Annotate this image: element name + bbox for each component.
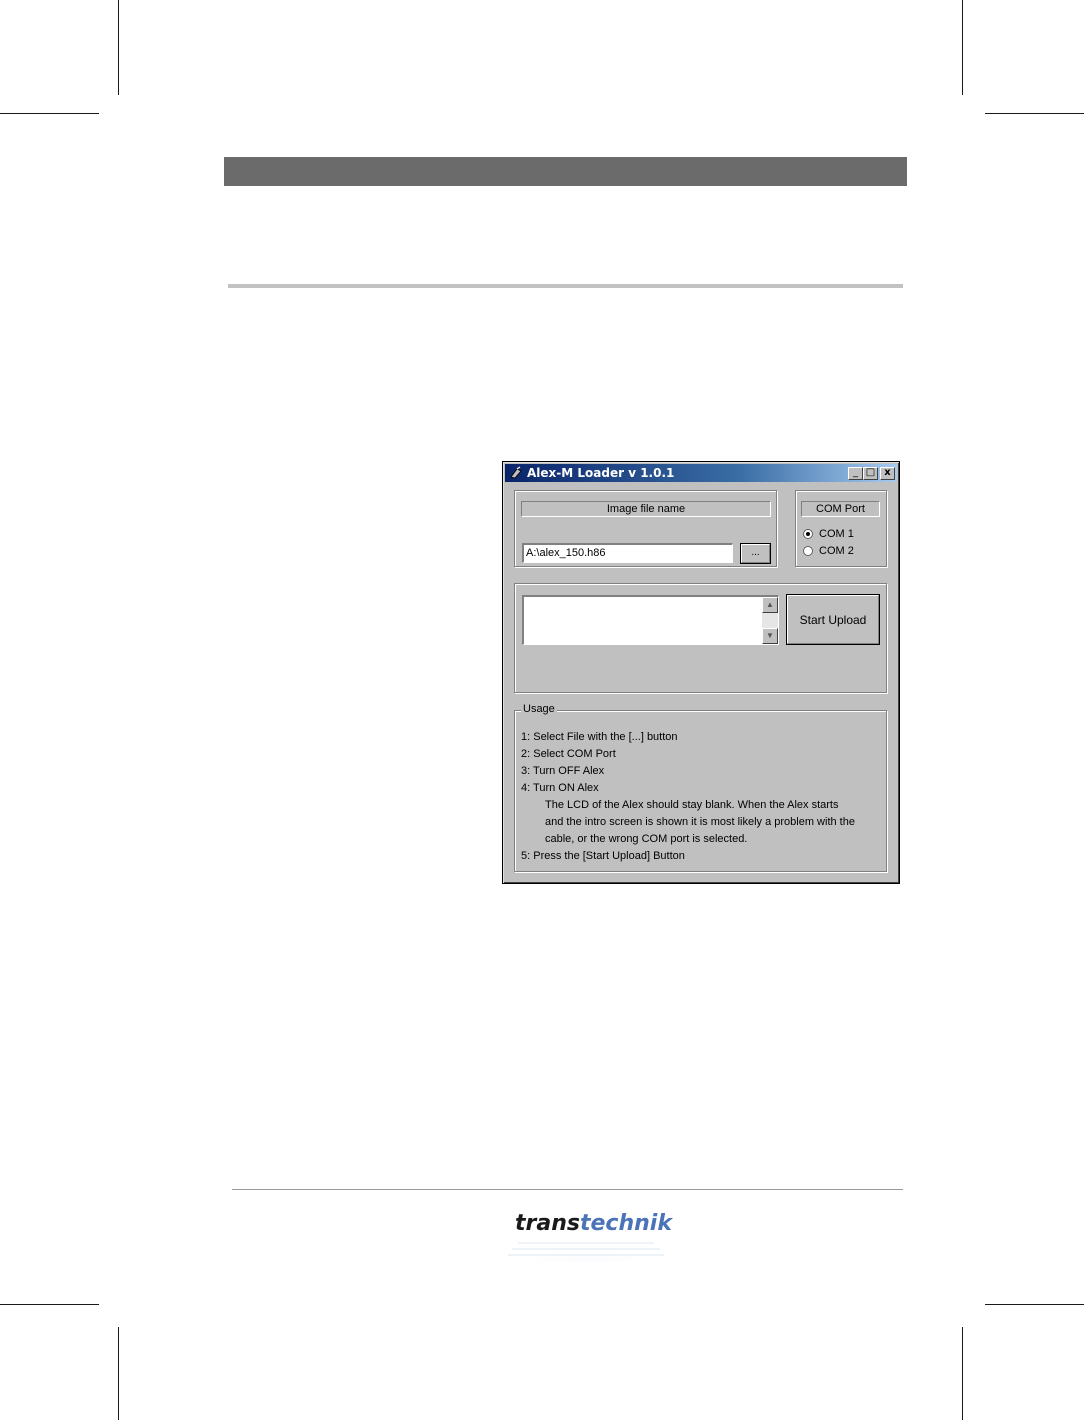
crop-mark: [985, 113, 1084, 114]
usage-line: 3: Turn OFF Alex: [521, 765, 605, 777]
app-icon: [509, 466, 523, 480]
usage-line: 1: Select File with the [...] button: [521, 731, 678, 743]
com-port-panel: [795, 490, 887, 567]
window-title: Alex-M Loader v 1.0.1: [527, 466, 675, 480]
crop-mark: [118, 0, 119, 95]
com2-label: COM 2: [819, 545, 854, 557]
header-bar: [224, 157, 907, 186]
usage-list: [521, 729, 855, 865]
radio-selected-icon: [803, 529, 813, 539]
log-scrollbar[interactable]: [762, 597, 778, 644]
crop-mark: [0, 1304, 99, 1305]
logo-trans: trans: [515, 1211, 580, 1236]
upload-panel: [514, 583, 887, 693]
footer-divider: [232, 1189, 903, 1190]
logo-technik: technik: [579, 1211, 672, 1236]
radio-unselected-icon: [803, 546, 813, 556]
usage-group: [514, 703, 887, 872]
crop-mark: [118, 1327, 119, 1420]
start-upload-label: Start Upload: [787, 595, 879, 644]
crop-mark: [0, 113, 99, 114]
usage-line: 4: Turn ON Alex: [521, 782, 599, 794]
scroll-down-icon[interactable]: ▼: [762, 628, 778, 644]
start-upload-button[interactable]: [786, 594, 880, 645]
usage-line: 2: Select COM Port: [521, 748, 616, 760]
usage-legend: Usage: [523, 703, 555, 715]
com1-label: COM 1: [819, 528, 854, 540]
crop-mark: [962, 0, 963, 95]
image-file-label: Image file name: [521, 501, 771, 517]
com1-radio[interactable]: [803, 528, 854, 540]
header-divider: [228, 284, 903, 288]
file-panel: [514, 490, 777, 567]
log-textbox[interactable]: [522, 595, 779, 645]
file-path-input[interactable]: A:\alex_150.h86: [522, 543, 733, 563]
crop-mark: [962, 1327, 963, 1420]
usage-line: 5: Press the [Start Upload] Button: [521, 850, 685, 862]
scroll-up-icon[interactable]: ▲: [762, 597, 778, 613]
browse-button[interactable]: [740, 543, 771, 564]
usage-line: cable, or the wrong COM port is selected.: [545, 833, 748, 845]
browse-button-label: ...: [741, 544, 770, 563]
maximize-icon[interactable]: □: [863, 467, 878, 480]
com-port-label: COM Port: [801, 501, 880, 517]
usage-line: and the intro screen is shown it is most likely a problem with the: [545, 816, 855, 828]
transtechnik-logo: [498, 1203, 674, 1261]
title-bar[interactable]: [505, 464, 897, 482]
com2-radio[interactable]: [803, 545, 854, 557]
minimize-icon[interactable]: _: [848, 467, 863, 480]
usage-line: The LCD of the Alex should stay blank. When the Alex starts: [545, 799, 839, 811]
close-icon[interactable]: x: [880, 467, 895, 480]
loader-window: [502, 461, 900, 884]
crop-mark: [985, 1304, 1084, 1305]
svg-text:transtechnik: [515, 1211, 673, 1236]
